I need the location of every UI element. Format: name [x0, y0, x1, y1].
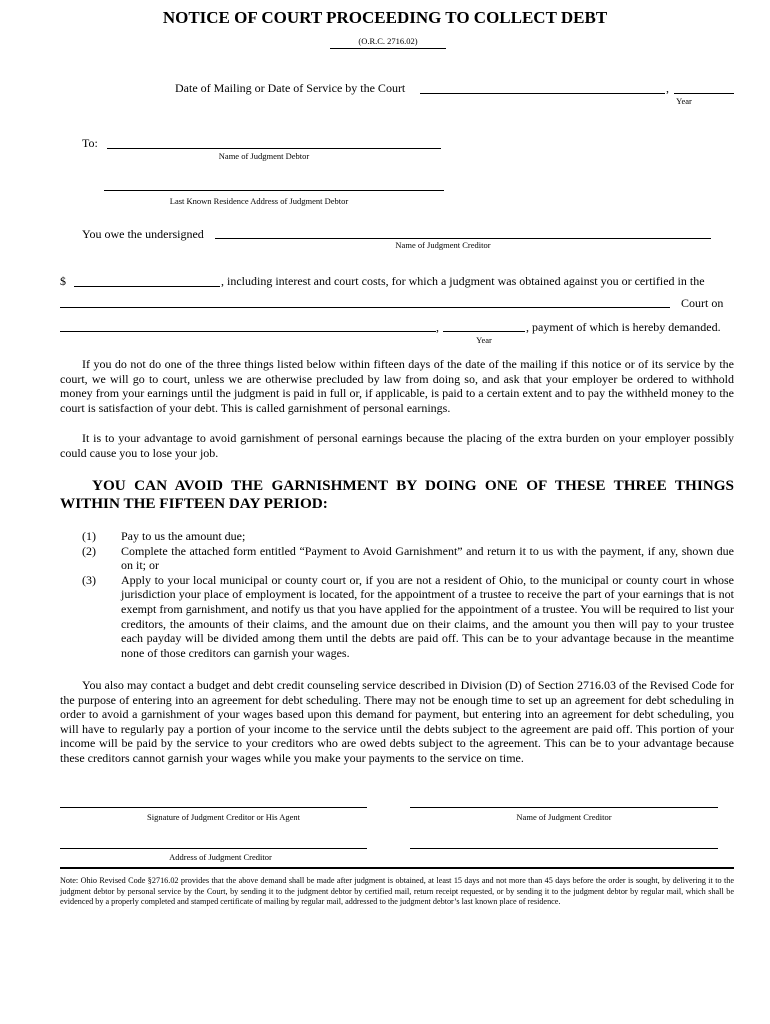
- list-item-text: Apply to your local municipal or county court or, if you are not a resident of Ohio, to the municipal or county court in whose jurisdiction your place of employment is located, for the appointment of a trustee to receive the part of your earnings that is not exempt from garnishment, and notify us that you have applied for the appointment of a trustee. You will be required to list your creditors, the amounts of their claims, and the amount due on their claims, and the amount you then will pay to your trustee each payday will be divided among them until the debts are paid off. This can be to your advantage because in the meantime none of those creditors can garnish your wages.: [121, 572, 734, 660]
- list-item-number: (3): [82, 572, 96, 587]
- list-item: [60, 573, 734, 661]
- signature-caption: Signature of Judgment Creditor or His Agent: [147, 812, 300, 822]
- mailing-date-label: Date of Mailing or Date of Service by the Court: [175, 81, 406, 95]
- debtor-name-field[interactable]: [107, 148, 441, 149]
- creditor-address-field-2[interactable]: [410, 848, 718, 849]
- mailing-year-field[interactable]: [674, 93, 734, 94]
- judgment-year-field[interactable]: [443, 331, 525, 332]
- to-label: To:: [82, 136, 98, 150]
- creditor-address-caption: Address of Judgment Creditor: [169, 852, 272, 862]
- debtor-address-field[interactable]: [104, 190, 444, 191]
- list-item-text: Complete the attached form entitled “Payment to Avoid Garnishment” and return it to us with the payment, if any, shown due on it; or: [121, 543, 734, 573]
- court-name-field[interactable]: [60, 307, 670, 308]
- creditor-name-sign-caption: Name of Judgment Creditor: [516, 812, 612, 822]
- creditor-name-sign-field[interactable]: [410, 807, 718, 808]
- creditor-name-field[interactable]: [215, 238, 711, 239]
- owe-label: You owe the undersigned: [82, 227, 204, 241]
- creditor-address-field[interactable]: [60, 848, 367, 849]
- paragraph-debt-counseling: You also may contact a budget and debt credit counseling service described in Division (D) of Section 2716.03 of the Revised Code for the purpose of entering into an agreement for debt scheduling. There may not be enough time to set up an agreement for debt scheduling in order to avoid a garnishment of your wages based upon this demand for payment, but entering into an agreement for debt scheduling, you will have to regularly pay a portion of your income to the service until the debts subject to the agreement are paid off. This portion of your income will be paid by the service to your creditors who are owed debts subject to the agreement. This can be to your advantage because these creditors cannot garnish your wages while you make your payments to the service on time.: [60, 678, 734, 765]
- mailing-date-field[interactable]: [420, 93, 665, 94]
- debtor-name-caption: Name of Judgment Debtor: [218, 151, 310, 161]
- footer-divider: [60, 867, 734, 869]
- amount-text: , including interest and court costs, for which a judgment was obtained against you or certified in the: [221, 274, 705, 288]
- list-item-number: (2): [82, 543, 96, 558]
- demand-text: , payment of which is hereby demanded.: [526, 320, 721, 334]
- dollar-sign: $: [60, 274, 66, 288]
- comma-separator: ,: [666, 81, 669, 95]
- list-item-text: Pay to us the amount due;: [121, 529, 246, 543]
- comma-separator-2: ,: [436, 320, 439, 334]
- year-caption: Year: [676, 96, 692, 106]
- year-caption-2: Year: [476, 335, 492, 345]
- debtor-address-caption: Last Known Residence Address of Judgment Debtor: [169, 196, 349, 206]
- list-item-number: (1): [82, 529, 96, 543]
- paragraph-garnishment-warning: If you do not do one of the three things listed below within fifteen days of the date of the mailing if this notice or of its service by the court, we will go to court, unless we are otherwise precluded by law from doing so, and ask that your employer be ordered to withhold money from your earnings until the judgment is paid in full or, if applicable, is paid to a certain extent and to pay the withheld money to the court is satisfaction of your debt. This is called garnishment of personal earnings.: [60, 357, 734, 415]
- creditor-name-caption: Name of Judgment Creditor: [395, 240, 491, 250]
- options-list: [60, 529, 734, 660]
- judgment-date-field[interactable]: [60, 331, 436, 332]
- paragraph-advantage: It is to your advantage to avoid garnishment of personal earnings because the placing of the extra burden on your employer possibly could cause you to lose your job.: [60, 431, 734, 460]
- list-item: [60, 529, 734, 544]
- amount-field[interactable]: [74, 286, 220, 287]
- signature-field[interactable]: [60, 807, 367, 808]
- list-item: [60, 544, 734, 573]
- section-heading: YOU CAN AVOID THE GARNISHMENT BY DOING ONE OF THESE THREE THINGS WITHIN THE FIFTEEN DAY PERIOD:: [60, 477, 734, 512]
- court-on-label: Court on: [681, 296, 724, 310]
- statute-reference: (O.R.C. 2716.02): [330, 36, 446, 49]
- footer-note: Note: Ohio Revised Code §2716.02 provides that the above demand shall be made after judgment is obtained, at least 15 days and not more than 45 days before the order is sought, by delivering it to the judgment debtor by personal service by the Court, by sending it to the judgment debtor by certified mail, return receipt requested, or by sending it to the judgment debtor by regular mail, which shall be evidenced by a properly completed and stamped certificate of mailing by regular mail, addressed to the judgment debtor’s last known place of residence.: [60, 876, 734, 907]
- page-title: NOTICE OF COURT PROCEEDING TO COLLECT DEBT: [162, 8, 608, 27]
